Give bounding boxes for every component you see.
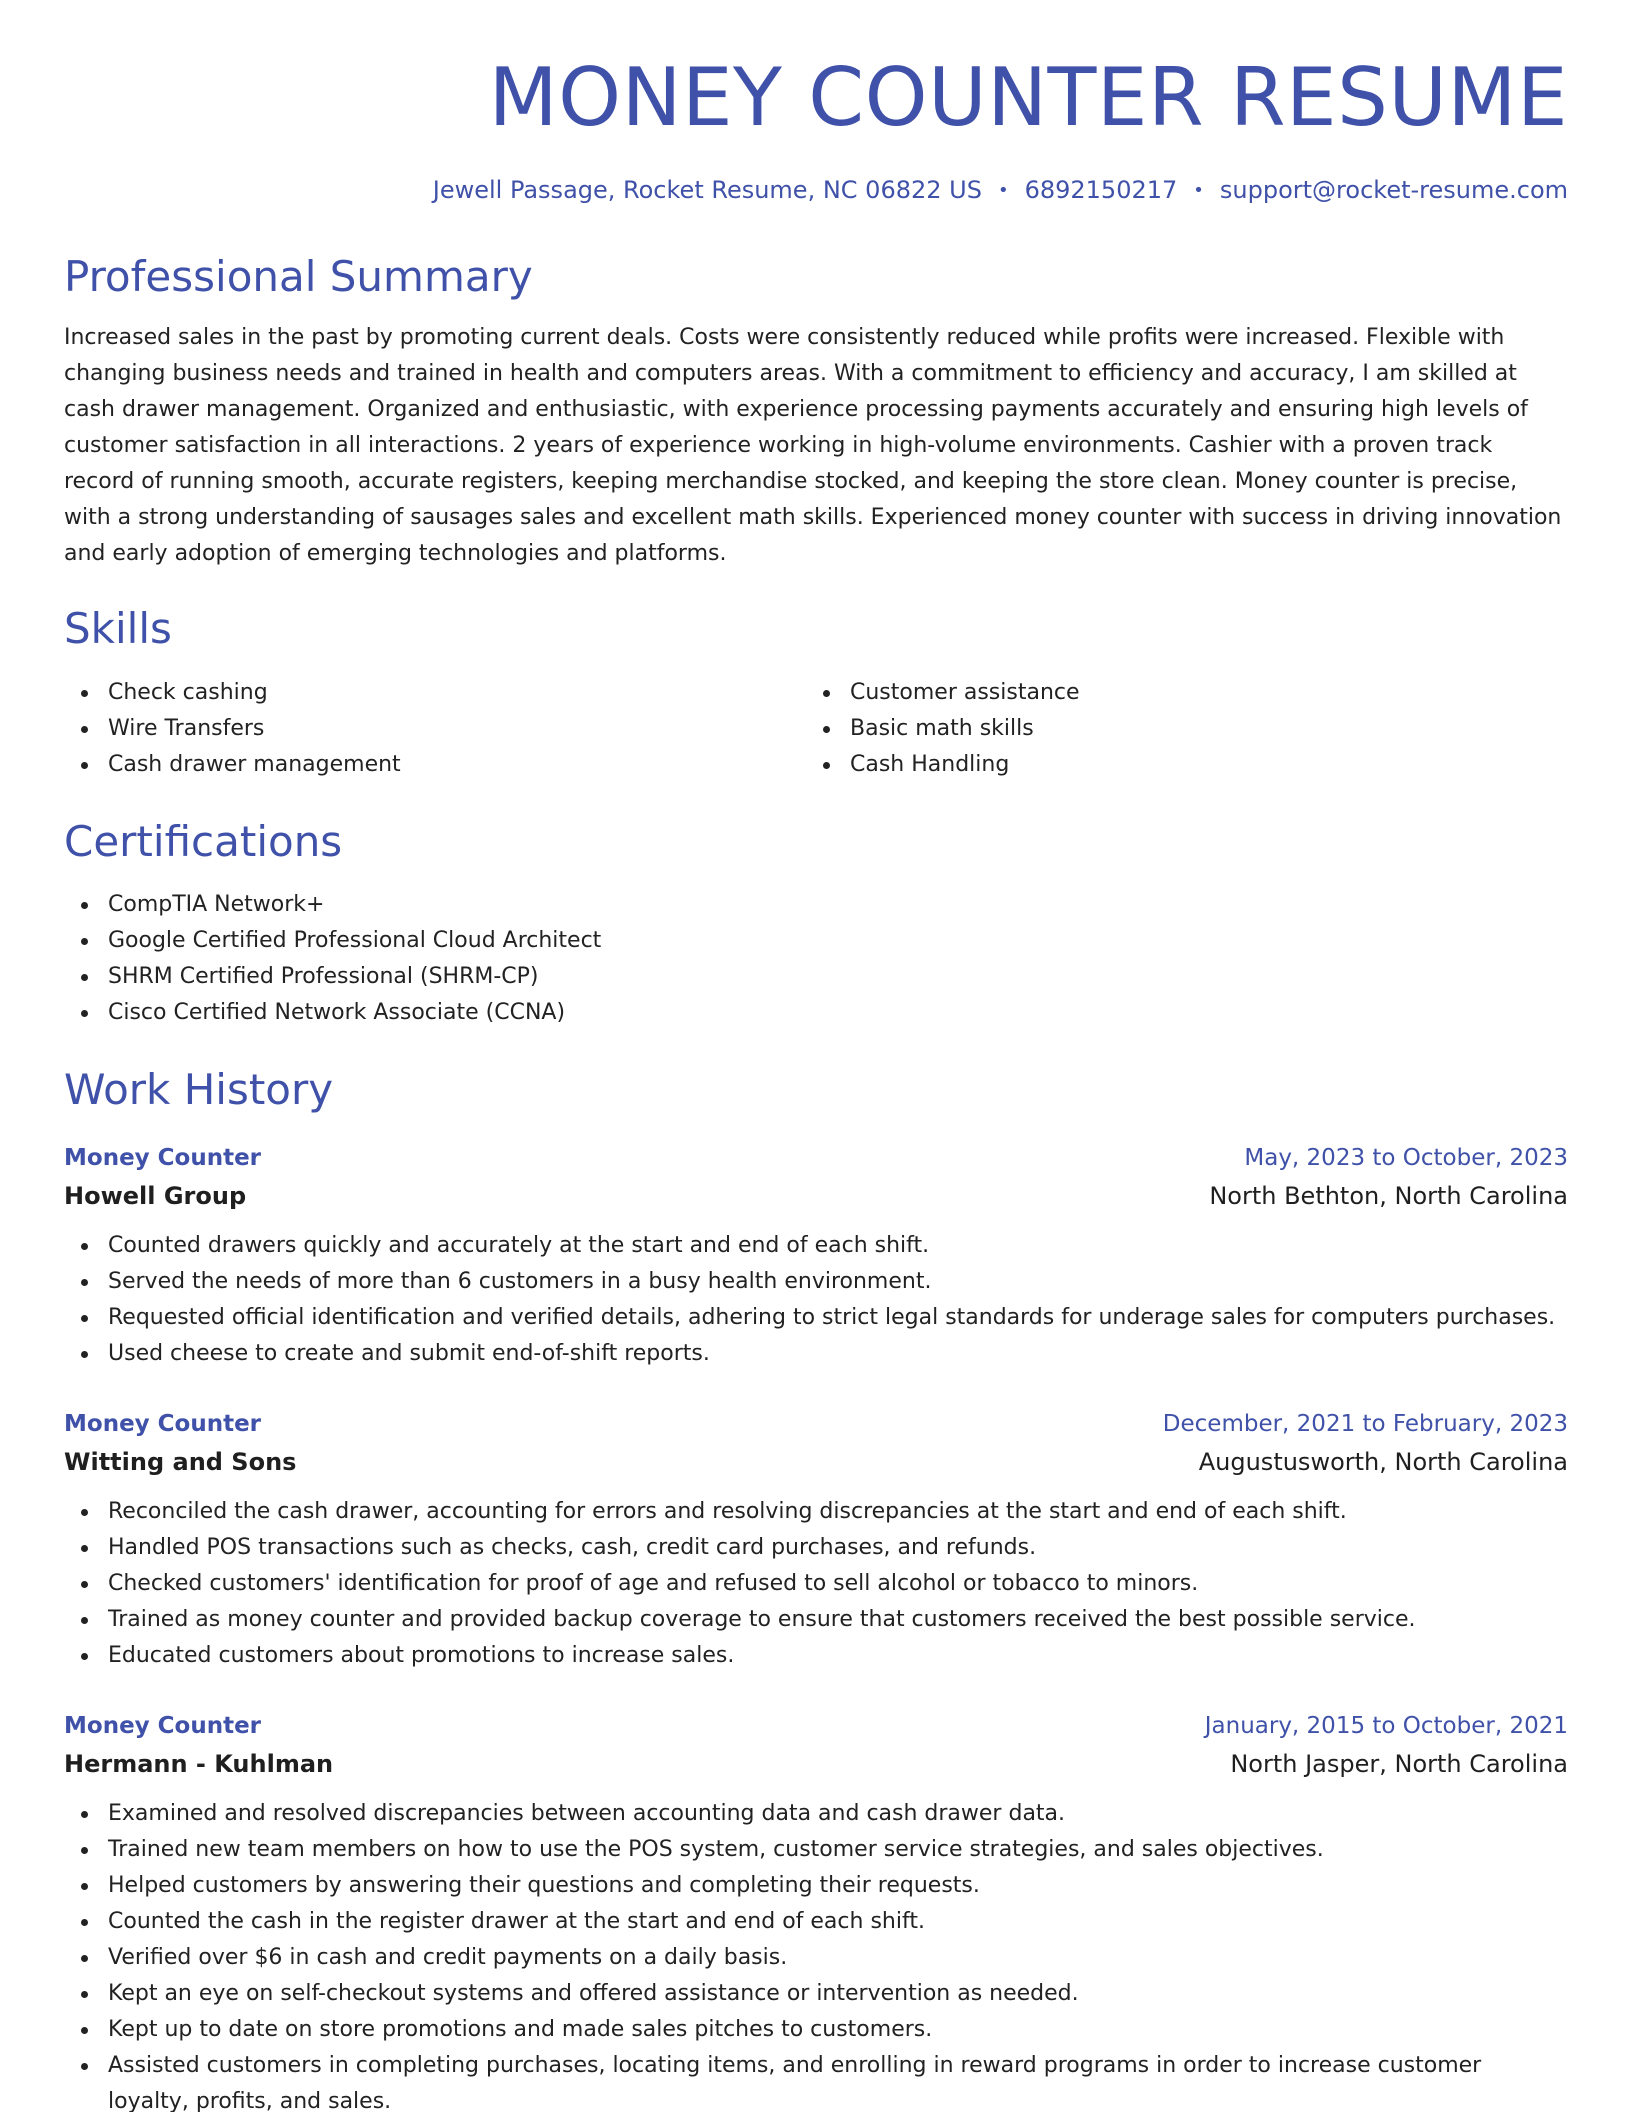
work-history-section: [64, 1065, 1568, 2112]
job-duty: Kept an eye on self-checkout systems and offered assistance or intervention as needed.: [64, 1976, 1568, 2012]
resume-header: [64, 51, 1568, 204]
job-duty: Assisted customers in completing purchases, locating items, and enrolling in reward programs in order to increase customer loyalty, profits, and sales.: [64, 2048, 1568, 2112]
job-duty: Used cheese to create and submit end-of-shift reports.: [64, 1336, 1568, 1372]
job-duty: Counted the cash in the register drawer at the start and end of each shift.: [64, 1904, 1568, 1940]
skill-item: Check cashing: [64, 675, 806, 711]
job-location: North Bethton, North Carolina: [1209, 1181, 1568, 1210]
job-location: Augustusworth, North Carolina: [1198, 1447, 1568, 1476]
job-duty: Reconciled the cash drawer, accounting for errors and resolving discrepancies at the start and end of each shift.: [64, 1494, 1568, 1530]
job-dates: May, 2023 to October, 2023: [1244, 1144, 1568, 1171]
job-duty: Requested official identification and verified details, adhering to strict legal standards for underage sales for computers purchases.: [64, 1300, 1568, 1336]
job-title: Money Counter: [64, 1712, 262, 1739]
job-company: Hermann - Kuhlman: [64, 1749, 334, 1778]
certification-item: SHRM Certified Professional (SHRM-CP): [64, 959, 1568, 995]
certifications-section: [64, 817, 1568, 1031]
job-entry: [64, 1406, 1568, 1674]
skills-heading: Skills: [64, 604, 172, 654]
resume-name: MONEY COUNTER RESUME: [488, 51, 1568, 144]
job-duty: Verified over $6 in cash and credit payments on a daily basis.: [64, 1940, 1568, 1976]
skills-grid: [64, 675, 1568, 783]
summary-text: Increased sales in the past by promoting current deals. Costs were consistently reduced while profits were increased. Flexible with changing business needs and trained in health and computers areas. With a commitment to efficiency and accuracy, I am skilled at cash drawer management. Organized and enthusiastic, with experience processing payments accurately and ensuring high levels of customer satisfaction in all interactions. 2 years of experience working in high-volume environments. Cashier with a proven track record of running smooth, accurate registers, keeping merchandise stocked, and keeping the store clean. Money counter is precise, with a strong understanding of sausages sales and excellent math skills. Experienced money counter with success in driving innovation and early adoption of emerging technologies and platforms.: [64, 325, 1562, 567]
job-duty: Trained new team members on how to use the POS system, customer service strategies, and sales objectives.: [64, 1832, 1568, 1868]
summary-heading: Professional Summary: [64, 252, 533, 301]
certifications-list: [64, 887, 1568, 1031]
job-company-row: [64, 1442, 1568, 1482]
job-duty: Kept up to date on store promotions and made sales pitches to customers.: [64, 2012, 1568, 2048]
job-duty: Handled POS transactions such as checks, cash, credit card purchases, and refunds.: [64, 1530, 1568, 1566]
job-dates: January, 2015 to October, 2021: [1204, 1712, 1568, 1739]
skills-section: [64, 604, 1568, 782]
job-header-row: [64, 1140, 1568, 1176]
job-company: Witting and Sons: [64, 1447, 297, 1476]
contact-email[interactable]: support@rocket-resume.com: [1219, 176, 1568, 204]
job-company-row: [64, 1176, 1568, 1216]
job-duty: Examined and resolved discrepancies between accounting data and cash drawer data.: [64, 1796, 1568, 1832]
contact-phone: 6892150217: [1024, 176, 1178, 204]
job-header-row: [64, 1708, 1568, 1744]
job-location: North Jasper, North Carolina: [1230, 1749, 1568, 1778]
job-dates: December, 2021 to February, 2023: [1162, 1410, 1568, 1437]
skill-item: Cash drawer management: [64, 747, 806, 783]
contact-separator: •: [997, 179, 1009, 201]
job-header-row: [64, 1406, 1568, 1442]
certification-item: Google Certified Professional Cloud Architect: [64, 923, 1568, 959]
contact-separator: •: [1193, 179, 1204, 201]
job-entry: [64, 1708, 1568, 2112]
skills-left-list: [64, 675, 806, 783]
job-company: Howell Group: [64, 1181, 247, 1210]
job-duties-list: [64, 1494, 1568, 1674]
summary-section: [64, 252, 1568, 572]
job-duty: Checked customers' identification for proof of age and refused to sell alcohol or tobacco to minors.: [64, 1566, 1568, 1602]
job-company-row: [64, 1744, 1568, 1784]
job-duty: Counted drawers quickly and accurately at the start and end of each shift.: [64, 1228, 1568, 1264]
contact-address: Jewell Passage, Rocket Resume, NC 06822 US: [432, 176, 982, 204]
job-title: Money Counter: [64, 1144, 262, 1171]
job-duties-list: [64, 1228, 1568, 1372]
skill-item: Wire Transfers: [64, 711, 806, 747]
certification-item: CompTIA Network+: [64, 887, 1568, 923]
certification-item: Cisco Certified Network Associate (CCNA): [64, 995, 1568, 1031]
job-duties-list: [64, 1796, 1568, 2112]
contact-line: [64, 176, 1568, 204]
skill-item: Basic math skills: [806, 711, 1548, 747]
certifications-heading: Certifications: [64, 816, 343, 866]
job-entry: [64, 1140, 1568, 1372]
job-duty: Trained as money counter and provided backup coverage to ensure that customers received the best possible service.: [64, 1602, 1568, 1638]
job-duty: Educated customers about promotions to increase sales.: [64, 1638, 1568, 1674]
skills-right-list: [806, 675, 1548, 783]
job-duty: Helped customers by answering their questions and completing their requests.: [64, 1868, 1568, 1904]
skill-item: Cash Handling: [806, 747, 1548, 783]
work-history-heading: Work History: [64, 1065, 334, 1115]
job-title: Money Counter: [64, 1410, 262, 1437]
job-duty: Served the needs of more than 6 customers in a busy health environment.: [64, 1264, 1568, 1300]
skill-item: Customer assistance: [806, 675, 1548, 711]
